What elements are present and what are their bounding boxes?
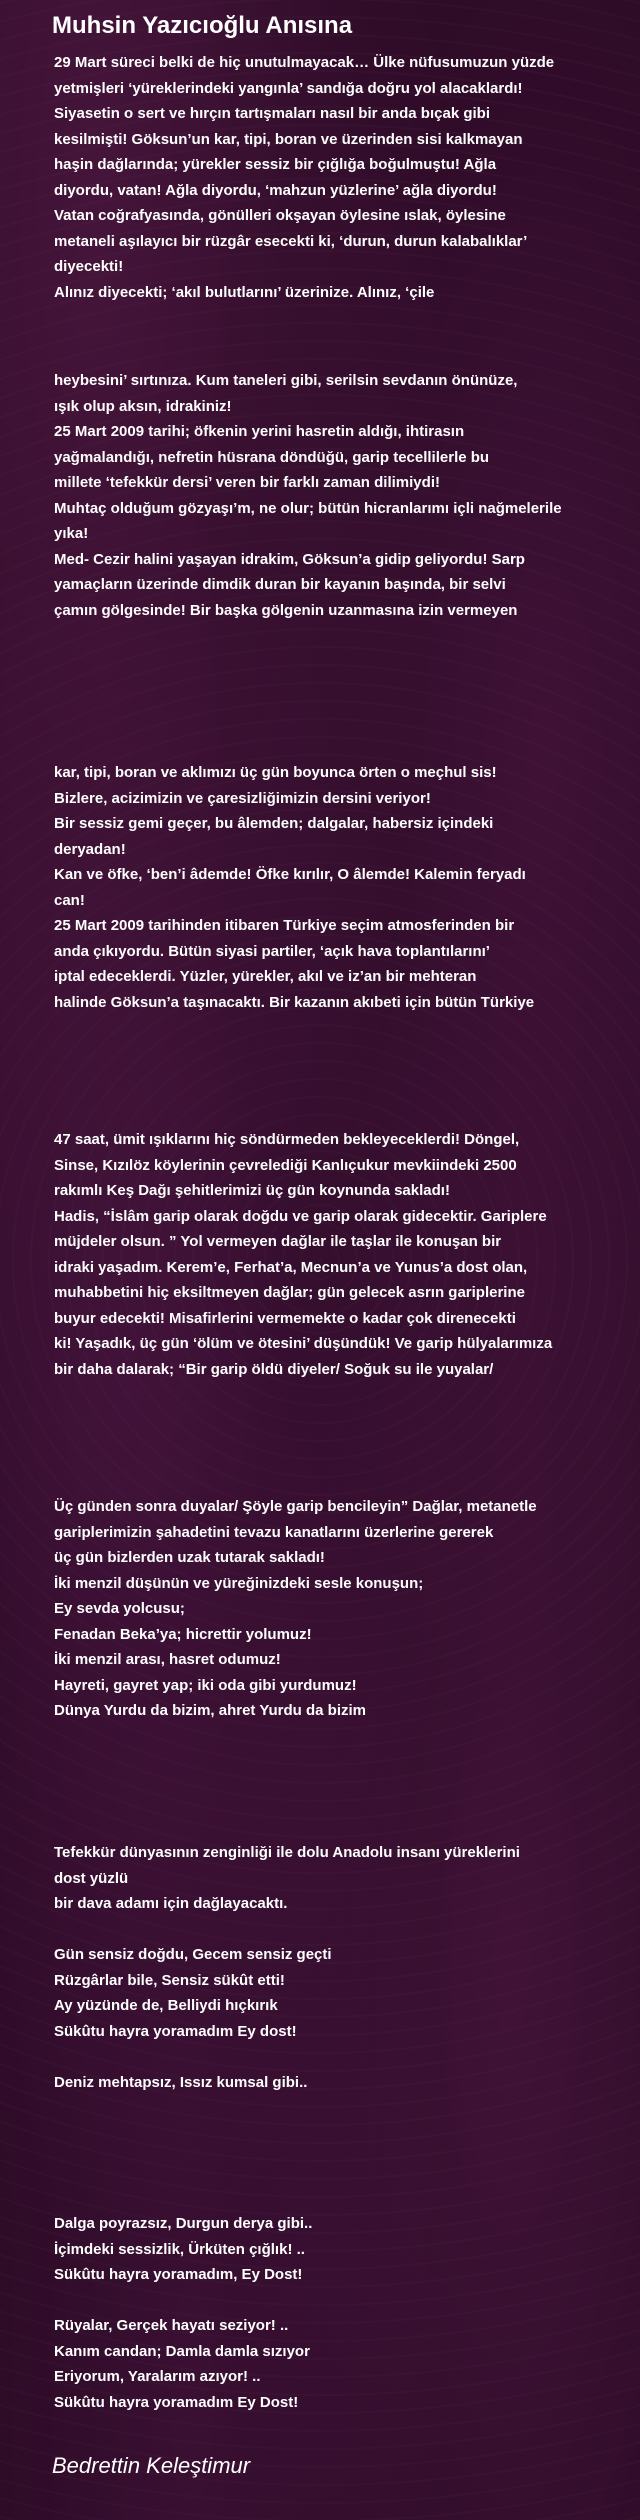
poem-line: kesilmişti! Göksun’un kar, tipi, boran ve üzerinden sisi kalkmayan (54, 130, 523, 148)
poem-author: Bedrettin Keleştimur (52, 2453, 251, 2478)
poem-line: yamaçların üzerinde dimdik duran bir kayanın başında, bir selvi (54, 576, 506, 593)
poem-line: Sinse, Kızılöz köylerinin çevrelediği Kanlıçukur mevkiindeki 2500 (54, 1156, 517, 1174)
poem-line: can! (54, 891, 85, 909)
poem-line: dost yüzlü (54, 1869, 129, 1887)
poem-line: rakımlı Keş Dağı şehitlerimizi üç gün koynunda sakladı! (54, 1182, 450, 1199)
poem-line: 25 Mart 2009 tarihi; öfkenin yerini hasretin aldığı, ihtirasın (54, 423, 465, 440)
stanza (54, 1494, 614, 1724)
poem-line: ki! Yaşadık, üç gün ‘ölüm ve ötesini’ düşündük! Ve garip hülyalarımıza (54, 1335, 553, 1352)
poem-line: Dünya Yurdu da bizim, ahret Yurdu da bizim (54, 1702, 367, 1719)
poem-line: Tefekkür dünyasının zenginliği ile dolu Anadolu insanı yüreklerini (54, 1844, 520, 1861)
poem-line: Sükûtu hayra yoramadım, Ey Dost! (54, 2266, 303, 2283)
poem-line: deryadan! (54, 840, 126, 858)
poem-line: Eriyorum, Yaralarım azıyor! .. (54, 2368, 261, 2385)
poem-line: Hayreti, gayret yap; iki oda gibi yurdumuz! (54, 1676, 357, 1694)
poem-line (54, 2044, 614, 2070)
stanza (54, 368, 614, 623)
poem-line: Ay yüzünde de, Belliydi hıçkırık (54, 1997, 278, 2014)
poem-line: Dalga poyrazsız, Durgun derya gibi.. (54, 2215, 313, 2232)
poem-line: Hadis, “İslâm garip olarak doğdu ve garip olarak gidecektir. Gariplere (54, 1207, 547, 1225)
poem-line: Sükûtu hayra yoramadım Ey Dost! (54, 2393, 299, 2411)
poem-line: bir dava adamı için dağlayacaktı. (54, 1895, 288, 1912)
poem-line: Vatan coğrafyasında, gönülleri okşayan öylesine ıslak, öylesine (54, 207, 506, 224)
poem-line: Alınız diyecekti; ‘akıl bulutlarını’ üzerinize. Alınız, ‘çile (54, 283, 435, 301)
poem-line: yağmalandığı, nefretin hüsrana döndüğü, garip tecellilerle bu (54, 448, 490, 466)
poem-line: Kanım candan; Damla damla sızıyor (54, 2342, 310, 2360)
poem-line (54, 1917, 614, 1943)
poem-line: Sükûtu hayra yoramadım Ey dost! (54, 2022, 297, 2040)
poem-line: buyur edecekti! Misafirlerini vermemekte o kadar çok direnecekti (54, 1309, 516, 1327)
poem-line: Ey sevda yolcusu; (54, 1600, 185, 1617)
poem-line: yetmişleri ‘yüreklerindeki yangınla’ sandığa doğru yol alacaklardı! (54, 79, 523, 97)
poem-line: idraki yaşadım. Kerem’e, Ferhat’a, Mecnun’a ve Yunus’a dost olan, (54, 1258, 528, 1276)
poem-line: Üç günden sonra duyalar/ Şöyle garip bencileyin” Dağlar, metanetle (54, 1498, 537, 1515)
poem-line: 25 Mart 2009 tarihinden itibaren Türkiye seçim atmosferinden bir (54, 917, 515, 934)
poem-line: gariplerimizin şahadetini tevazu kanatlarını üzerlerine gererek (54, 1523, 494, 1541)
poem-line: diyordu, vatan! Ağla diyordu, ‘mahzun yüzlerine’ ağla diyordu! (54, 181, 497, 199)
poem-line: heybesini’ sırtınıza. Kum taneleri gibi, serilsin sevdanın önünüze, (54, 372, 518, 389)
poem-line: müjdeler olsun. ” Yol vermeyen dağlar ile taşlar ile konuşan bir (54, 1233, 502, 1250)
poem-line: Rüzgârlar bile, Sensiz sükût etti! (54, 1971, 285, 1989)
poem-line: Med- Cezir halini yaşayan idrakim, Göksun’a gidip geliyordu! Sarp (54, 550, 525, 568)
poem-line: İki menzil arası, hasret odumuz! (54, 1651, 281, 1668)
stanza (54, 2211, 614, 2415)
poem-line: metaneli aşılayıcı bir rüzgâr esecekti ki, ‘durun, durun kalabalıklar’ (54, 232, 528, 250)
poem-line: Bir sessiz gemi geçer, bu âlemden; dalgalar, habersiz içindeki (54, 815, 494, 832)
poem-line: Kan ve öfke, ‘ben’i âdemde! Öfke kırılır, O âlemde! Kalemin feryadı (54, 866, 526, 883)
stanza (54, 50, 614, 305)
poem-line: bir daha dalarak; “Bir garip öldü diyeler/ Soğuk su ile yuyalar/ (54, 1360, 494, 1378)
poem-line: İki menzil düşünün ve yüreğinizdeki sesle konuşun; (54, 1574, 424, 1592)
poem-line: 29 Mart süreci belki de hiç unutulmayacak… Ülke nüfusumuzun yüzde (54, 54, 555, 71)
poem-line: diyecekti! (54, 258, 124, 275)
poem-line: halinde Göksun’a taşınacaktı. Bir kazanın akıbeti için bütün Türkiye (54, 993, 535, 1011)
stanza (54, 760, 614, 1015)
poem-line: Siyasetin o sert ve hırçın tartışmaları nasıl bir anda bıçak gibi (54, 105, 490, 122)
poem-title: Muhsin Yazıcıoğlu Anısına (52, 12, 353, 39)
poem-line: Fenadan Beka’ya; hicrettir yolumuz! (54, 1625, 312, 1643)
poem-line: yıka! (54, 525, 89, 542)
poem-line: çamın gölgesinde! Bir başka gölgenin uzanmasına izin vermeyen (54, 601, 518, 619)
poem-line: Muhtaç olduğum gözyaşı’m, ne olur; bütün hicranlarımı içli nağmelerile (54, 499, 562, 517)
poem-line: iptal edeceklerdi. Yüzler, yürekler, akıl ve iz’an bir mehteran (54, 968, 477, 985)
poem-line: Gün sensiz doğdu, Gecem sensiz geçti (54, 1946, 332, 1963)
poem-line: Bizlere, acizimizin ve çaresizliğimizin dersini veriyor! (54, 789, 431, 807)
poem-line (54, 2288, 614, 2314)
poem-line: ışık olup aksın, idrakiniz! (54, 397, 232, 415)
stanza (54, 1127, 614, 1382)
poem-line: millete ‘tefekkür dersi’ veren bir farklı zaman dilimiydi! (54, 474, 440, 491)
poem-line: Deniz mehtapsız, Issız kumsal gibi.. (54, 2073, 308, 2091)
poem-line: kar, tipi, boran ve aklımızı üç gün boyunca örten o meçhul sis! (54, 764, 497, 781)
poem-line: haşin dağlarında; yürekler sessiz bir çığlığa boğulmuştu! Ağla (54, 156, 497, 173)
poem-line: İçimdeki sessizlik, Ürküten çığlık! .. (54, 2240, 305, 2258)
poem-line: muhabbetini hiç eksiltmeyen dağlar; gün gelecek asrın gariplerine (54, 1284, 525, 1301)
poem-line: Rüyalar, Gerçek hayatı seziyor! .. (54, 2317, 289, 2334)
poem-line: anda çıkıyordu. Bütün siyasi partiler, ‘açık hava toplantılarını’ (54, 942, 490, 960)
poem-line: 47 saat, ümit ışıklarını hiç söndürmeden bekleyeceklerdi! Döngel, (54, 1131, 520, 1148)
stanza (54, 1840, 614, 2095)
poem-line: üç gün bizlerden uzak tutarak sakladı! (54, 1549, 325, 1566)
